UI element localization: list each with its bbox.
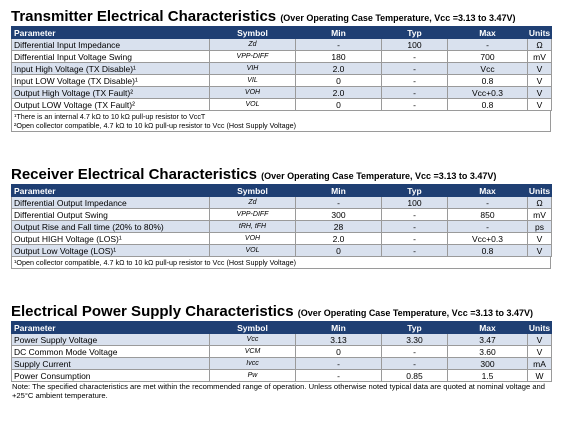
cell-min: - (296, 358, 382, 370)
cell-min: - (296, 370, 382, 382)
cell-units: ps (528, 221, 552, 233)
table-row (12, 221, 552, 233)
table-row (12, 87, 552, 99)
table-row (12, 346, 552, 358)
cell-units: W (528, 370, 552, 382)
col-max: Max (448, 27, 528, 39)
power-condition: (Over Operating Case Temperature, Vcc =3.13 to 3.47V) (297, 308, 533, 318)
table-row (12, 75, 552, 87)
cell-typ: - (382, 87, 448, 99)
cell-typ: - (382, 209, 448, 221)
col-typ: Typ (382, 185, 448, 197)
cell-parameter: Output HIGH Voltage (LOS)¹ (12, 233, 210, 245)
cell-symbol: VCM (210, 346, 296, 358)
cell-typ: - (382, 233, 448, 245)
receiver-body (12, 197, 552, 257)
cell-units: Ω (528, 39, 552, 51)
col-symbol: Symbol (210, 322, 296, 334)
col-symbol: Symbol (210, 27, 296, 39)
cell-symbol: Pw (210, 370, 296, 382)
col-min: Min (296, 322, 382, 334)
cell-max: 300 (448, 358, 528, 370)
cell-typ: 3.30 (382, 334, 448, 346)
cell-units: V (528, 334, 552, 346)
power-note: Note: The specified characteristics are met within the recommended range of operation. Unless otherwise noted typical data are quoted at nominal voltage and +25°C ambient temperature. (12, 382, 545, 400)
cell-parameter: Output High Voltage (TX Fault)² (12, 87, 210, 99)
cell-symbol: VPP-DIFF (210, 51, 296, 63)
table-row (12, 63, 552, 75)
cell-units: V (528, 99, 552, 111)
transmitter-footnotes (11, 111, 551, 132)
cell-min: 2.0 (296, 233, 382, 245)
cell-min: - (296, 39, 382, 51)
cell-max: Vcc+0.3 (448, 233, 528, 245)
power-title (11, 303, 551, 321)
cell-max: - (448, 221, 528, 233)
col-symbol: Symbol (210, 185, 296, 197)
cell-parameter: Output Low Voltage (LOS)¹ (12, 245, 210, 257)
cell-max: - (448, 197, 528, 209)
receiver-header (12, 185, 552, 197)
cell-max: 1.5 (448, 370, 528, 382)
transmitter-condition: (Over Operating Case Temperature, Vcc =3.13 to 3.47V) (280, 13, 516, 23)
cell-symbol: VOH (210, 233, 296, 245)
cell-units: mV (528, 209, 552, 221)
transmitter-title-text: Transmitter Electrical Characteristics (11, 8, 277, 25)
cell-units: V (528, 63, 552, 75)
cell-min: 28 (296, 221, 382, 233)
cell-units: V (528, 245, 552, 257)
cell-max: 0.8 (448, 75, 528, 87)
cell-typ: - (382, 245, 448, 257)
power-title-text: Electrical Power Supply Characteristics (11, 303, 294, 320)
cell-parameter: Input High Voltage (TX Disable)¹ (12, 63, 210, 75)
col-units: Units (528, 322, 551, 333)
col-min: Min (296, 185, 382, 197)
col-min: Min (296, 27, 382, 39)
cell-max: 3.60 (448, 346, 528, 358)
cell-min: 300 (296, 209, 382, 221)
cell-parameter: Power Consumption (12, 370, 210, 382)
col-typ: Typ (382, 322, 448, 334)
col-parameter: Parameter (12, 185, 210, 197)
receiver-condition: (Over Operating Case Temperature, Vcc =3.13 to 3.47V) (261, 171, 497, 181)
cell-parameter: Differential Output Swing (12, 209, 210, 221)
transmitter-header (12, 27, 552, 39)
transmitter-footnote-1: ¹There is an internal 4.7 kΩ to 10 kΩ pull-up resistor to VccT (14, 112, 206, 121)
transmitter-section (11, 8, 551, 132)
cell-units: V (528, 75, 552, 87)
receiver-footnotes (11, 257, 551, 269)
col-max: Max (448, 185, 528, 197)
cell-max: 0.8 (448, 99, 528, 111)
cell-symbol: VPP-DIFF (210, 209, 296, 221)
receiver-table (11, 184, 552, 257)
cell-min: 0 (296, 346, 382, 358)
power-table (11, 321, 552, 382)
cell-min: 3.13 (296, 334, 382, 346)
table-row (12, 370, 552, 382)
cell-min: 0 (296, 75, 382, 87)
power-body (12, 334, 552, 382)
cell-parameter: Supply Current (12, 358, 210, 370)
cell-typ: 100 (382, 197, 448, 209)
cell-symbol: VIH (210, 63, 296, 75)
power-header (12, 322, 552, 334)
cell-units: V (528, 233, 552, 245)
cell-min: 180 (296, 51, 382, 63)
table-row (12, 51, 552, 63)
cell-symbol: VOH (210, 87, 296, 99)
table-row (12, 245, 552, 257)
table-row (12, 39, 552, 51)
cell-symbol: Vcc (210, 334, 296, 346)
cell-typ: - (382, 51, 448, 63)
col-units: Units (528, 185, 551, 196)
receiver-section (11, 166, 551, 269)
transmitter-table (11, 26, 552, 111)
cell-min: 0 (296, 99, 382, 111)
cell-typ: - (382, 75, 448, 87)
cell-units: V (528, 87, 552, 99)
cell-max: Vcc (448, 63, 528, 75)
table-row (12, 334, 552, 346)
cell-parameter: Power Supply Voltage (12, 334, 210, 346)
cell-parameter: Output Rise and Fall time (20% to 80%) (12, 221, 210, 233)
cell-max: 700 (448, 51, 528, 63)
cell-symbol: VOL (210, 99, 296, 111)
col-units: Units (528, 27, 551, 38)
transmitter-footnote-2: ²Open collector compatible, 4.7 kΩ to 10 kΩ pull-up resistor to Vcc (Host Supply Voltage) (14, 121, 297, 130)
cell-typ: - (382, 346, 448, 358)
cell-min: 2.0 (296, 87, 382, 99)
table-row (12, 197, 552, 209)
cell-max: - (448, 39, 528, 51)
col-typ: Typ (382, 27, 448, 39)
cell-max: 3.47 (448, 334, 528, 346)
cell-min: - (296, 197, 382, 209)
cell-symbol: VIL (210, 75, 296, 87)
cell-symbol: Zd (210, 197, 296, 209)
cell-units: mA (528, 358, 552, 370)
cell-max: 0.8 (448, 245, 528, 257)
cell-symbol: tRH, tFH (210, 221, 296, 233)
cell-min: 2.0 (296, 63, 382, 75)
col-parameter: Parameter (12, 27, 210, 39)
receiver-title-text: Receiver Electrical Characteristics (11, 166, 257, 183)
cell-symbol: Ivcc (210, 358, 296, 370)
table-row (12, 99, 552, 111)
cell-max: 850 (448, 209, 528, 221)
cell-typ: - (382, 221, 448, 233)
cell-typ: - (382, 63, 448, 75)
cell-parameter: Output LOW Voltage (TX Fault)² (12, 99, 210, 111)
transmitter-title (11, 8, 551, 26)
cell-typ: 100 (382, 39, 448, 51)
cell-typ: - (382, 99, 448, 111)
table-row (12, 209, 552, 221)
cell-parameter: Differential Output Impedance (12, 197, 210, 209)
col-parameter: Parameter (12, 322, 210, 334)
col-max: Max (448, 322, 528, 334)
cell-typ: 0.85 (382, 370, 448, 382)
cell-units: mV (528, 51, 552, 63)
transmitter-body (12, 39, 552, 111)
cell-parameter: Input LOW Voltage (TX Disable)¹ (12, 75, 210, 87)
power-section (11, 303, 551, 400)
cell-symbol: Zd (210, 39, 296, 51)
cell-units: V (528, 346, 552, 358)
table-row (12, 358, 552, 370)
cell-parameter: Differential Input Impedance (12, 39, 210, 51)
receiver-footnote-1: ¹Open collector compatible, 4.7 kΩ to 10 kΩ pull-up resistor to Vcc (Host Supply Voltage) (14, 258, 297, 267)
cell-typ: - (382, 358, 448, 370)
cell-max: Vcc+0.3 (448, 87, 528, 99)
receiver-title (11, 166, 551, 184)
cell-parameter: DC Common Mode Voltage (12, 346, 210, 358)
cell-parameter: Differential Input Voltage Swing (12, 51, 210, 63)
cell-symbol: VOL (210, 245, 296, 257)
table-row (12, 233, 552, 245)
cell-min: 0 (296, 245, 382, 257)
cell-units: Ω (528, 197, 552, 209)
